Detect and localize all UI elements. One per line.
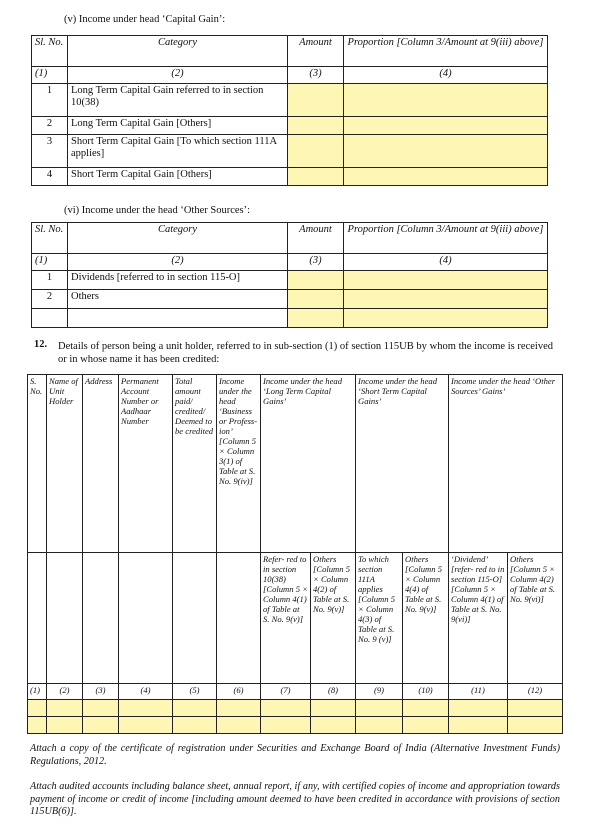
table-row <box>32 168 548 186</box>
input-cell[interactable] <box>403 717 449 734</box>
note-audited-accounts: Attach audited accounts including balance sheet, annual report, if any, with certified copies of income and appropriation towards payment of income or credit of income [including amount deemed to have been credited in accordance with provisions of section 115UB(6)]. <box>30 781 560 817</box>
proportion-cell[interactable] <box>344 309 548 328</box>
col-number: (4) <box>119 684 173 700</box>
amount-cell[interactable] <box>288 290 344 309</box>
input-cell[interactable] <box>83 717 119 734</box>
amount-cell[interactable] <box>288 135 344 168</box>
empty-cell <box>28 553 47 684</box>
input-cell[interactable] <box>403 700 449 717</box>
row-category: Long Term Capital Gain [Others] <box>68 117 288 135</box>
input-cell[interactable] <box>173 717 217 734</box>
amount-cell[interactable] <box>288 271 344 290</box>
input-cell[interactable] <box>508 700 563 717</box>
header-unit-holder-name: Name of Unit Holder <box>47 375 83 553</box>
amount-cell[interactable] <box>288 117 344 135</box>
col-number: (9) <box>356 684 403 700</box>
table-row <box>32 271 548 290</box>
table-row <box>28 717 563 734</box>
row-number: 1 <box>32 84 68 117</box>
header-sl-no: Sl. No. <box>32 36 68 67</box>
header-stcg: Income under the head ‘Short Term Capital Gains’ <box>356 375 449 553</box>
col-number: (2) <box>68 67 288 84</box>
col-number: (8) <box>311 684 356 700</box>
note-certificate: Attach a copy of the certificate of registration under Securities and Exchange Board of India (Alternative Investment Funds) Regulations, 2012. <box>30 743 560 767</box>
amount-cell[interactable] <box>288 168 344 186</box>
input-cell[interactable] <box>449 717 508 734</box>
table-row <box>28 700 563 717</box>
row-number <box>32 309 68 328</box>
empty-cell <box>173 553 217 684</box>
header-category: Category <box>68 36 288 67</box>
proportion-cell[interactable] <box>344 168 548 186</box>
input-cell[interactable] <box>47 700 83 717</box>
table-row <box>32 84 548 117</box>
col-number: (2) <box>47 684 83 700</box>
input-cell[interactable] <box>28 717 47 734</box>
amount-cell[interactable] <box>288 309 344 328</box>
header-s-no: S. No. <box>28 375 47 553</box>
empty-cell <box>83 553 119 684</box>
subheader-other-sources-others: Others [Column 5 × Column 4(2) of Table at S. No. 9(vi)] <box>508 553 563 684</box>
row-number: 1 <box>32 271 68 290</box>
input-cell[interactable] <box>311 717 356 734</box>
input-cell[interactable] <box>449 700 508 717</box>
subheader-stcg-others: Others [Column 5 × Column 4(4) of Table at S. No. 9(v)] <box>403 553 449 684</box>
header-proportion: Proportion [Column 3/Amount at 9(iii) above] <box>344 36 548 67</box>
other-sources-table <box>31 222 548 328</box>
section-v-heading: (v) Income under head ‘Capital Gain’: <box>64 14 226 25</box>
col-number: (5) <box>173 684 217 700</box>
input-cell[interactable] <box>47 717 83 734</box>
subheader-ltcg-others: Others [Column 5 × Column 4(2) of Table at S. No. 9(v)] <box>311 553 356 684</box>
table-row <box>32 117 548 135</box>
section-vi-heading: (vi) Income under the head ‘Other Sources’: <box>64 205 251 216</box>
input-cell[interactable] <box>217 717 261 734</box>
proportion-cell[interactable] <box>344 117 548 135</box>
proportion-cell[interactable] <box>344 84 548 117</box>
row-category <box>68 309 288 328</box>
proportion-cell[interactable] <box>344 290 548 309</box>
row-category: Short Term Capital Gain [To which section 111A applies] <box>68 135 288 168</box>
amount-cell[interactable] <box>288 84 344 117</box>
header-proportion: Proportion [Column 3/Amount at 9(iii) above] <box>344 223 548 254</box>
col-number: (12) <box>508 684 563 700</box>
col-number: (3) <box>83 684 119 700</box>
col-number: (1) <box>32 254 68 271</box>
col-number: (4) <box>344 254 548 271</box>
col-number: (1) <box>32 67 68 84</box>
input-cell[interactable] <box>261 717 311 734</box>
col-number: (4) <box>344 67 548 84</box>
col-number: (2) <box>68 254 288 271</box>
row-category: Others <box>68 290 288 309</box>
col-number: (10) <box>403 684 449 700</box>
empty-cell <box>217 553 261 684</box>
subheader-stcg-111a: To which section 111A applies [Column 5 × Column 4(3) of Table at S. No. 9 (v)] <box>356 553 403 684</box>
col-number: (3) <box>288 67 344 84</box>
header-pan-aadhaar: Permanent Account Number or Aadhaar Number <box>119 375 173 553</box>
input-cell[interactable] <box>173 700 217 717</box>
row-number: 2 <box>32 290 68 309</box>
table-row <box>32 309 548 328</box>
empty-cell <box>47 553 83 684</box>
header-ltcg: Income under the head ‘Long Term Capital Gains’ <box>261 375 356 553</box>
col-number: (1) <box>28 684 47 700</box>
table-row <box>32 135 548 168</box>
col-number: (6) <box>217 684 261 700</box>
col-number: (11) <box>449 684 508 700</box>
header-amount: Amount <box>288 223 344 254</box>
header-amount: Amount <box>288 36 344 67</box>
subheader-dividend: ‘Dividend’ [refer- red to in section 115-O] [Column 5 × Column 4(1) of Table at S. No. 9(vi)] <box>449 553 508 684</box>
proportion-cell[interactable] <box>344 271 548 290</box>
row-number: 2 <box>32 117 68 135</box>
input-cell[interactable] <box>356 700 403 717</box>
input-cell[interactable] <box>119 700 173 717</box>
input-cell[interactable] <box>356 717 403 734</box>
header-other-sources: Income under the head ‘Other Sources’ Gains’ <box>449 375 563 553</box>
header-total-amount: Total amount paid/ credited/ Deemed to be credited <box>173 375 217 553</box>
row-number: 4 <box>32 168 68 186</box>
header-business-income: Income under the head ‘Business or Profess-ion’ [Column 5 × Column 3(1) of Table at S. No. 9(iv)] <box>217 375 261 553</box>
section-12-number: 12. <box>34 339 48 350</box>
col-number: (7) <box>261 684 311 700</box>
header-category: Category <box>68 223 288 254</box>
row-number: 3 <box>32 135 68 168</box>
input-cell[interactable] <box>119 717 173 734</box>
section-12-text: Details of person being a unit holder, referred to in sub-section (1) of section 115UB by whom the income is received or in whose name it has been credited: <box>58 341 553 365</box>
unit-holder-table <box>27 374 563 734</box>
input-cell[interactable] <box>261 700 311 717</box>
input-cell[interactable] <box>28 700 47 717</box>
subheader-ltcg-10-38: Refer- red to in section 10(38) [Column 5 × Column 4(1) of Table at S. No. 9(v)] <box>261 553 311 684</box>
input-cell[interactable] <box>508 717 563 734</box>
header-address: Address <box>83 375 119 553</box>
col-number: (3) <box>288 254 344 271</box>
proportion-cell[interactable] <box>344 135 548 168</box>
input-cell[interactable] <box>217 700 261 717</box>
table-row <box>32 290 548 309</box>
row-category: Dividends [referred to in section 115-O] <box>68 271 288 290</box>
capital-gain-table <box>31 35 548 186</box>
header-sl-no: Sl. No. <box>32 223 68 254</box>
input-cell[interactable] <box>83 700 119 717</box>
input-cell[interactable] <box>311 700 356 717</box>
row-category: Short Term Capital Gain [Others] <box>68 168 288 186</box>
empty-cell <box>119 553 173 684</box>
row-category: Long Term Capital Gain referred to in section 10(38) <box>68 84 288 117</box>
